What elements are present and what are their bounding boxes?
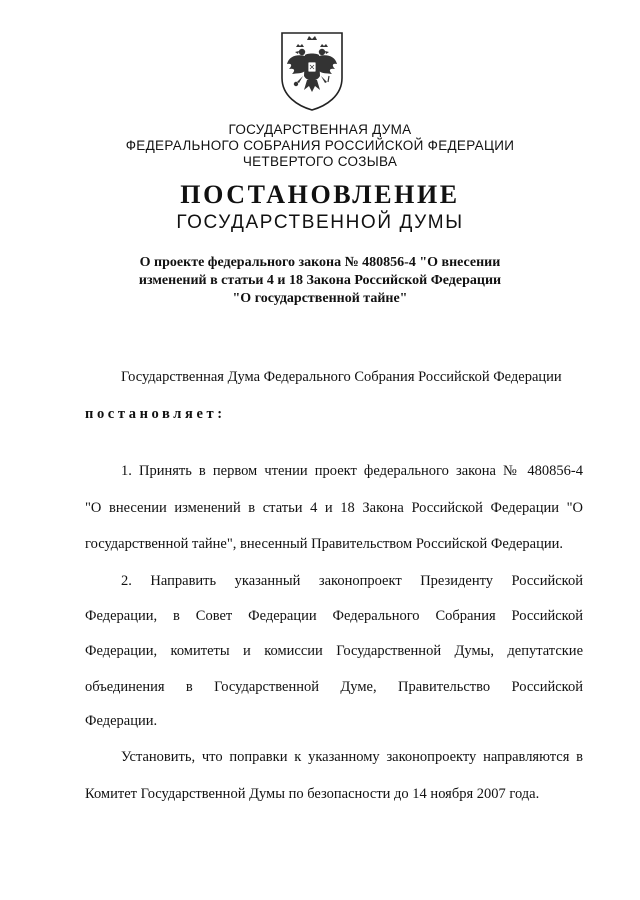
item1-line: государственной тайне", внесенный Правительством Российской Федерации. [85,536,564,552]
resolves-word: постановляет: [85,406,226,422]
subject-line: О проекте федерального закона № 480856-4 "О внесении [139,255,501,270]
item2-line: Федерации, в Совет Федерации Федерального Собрания Российской [85,608,583,624]
item2-line: 2. Направить указанный законопроект Президенту Российской [121,573,583,589]
document-type-title: ПОСТАНОВЛЕНИЕ [180,180,460,209]
header-convocation: ЧЕТВЕРТОГО СОЗЫВА [242,154,398,169]
subject-line: изменений в статьи 4 и 18 Закона Российской Федерации [138,273,502,288]
double-headed-eagle-icon [279,30,345,112]
item1-line: "О внесении изменений в статьи 4 и 18 Закона Российской Федерации "О [85,500,583,516]
item1-line: 1. Принять в первом чтении проект федерального закона № 480856-4 [121,463,583,479]
item2-line: Федерации. [85,713,158,729]
header-duma-title: ГОСУДАРСТВЕННАЯ ДУМА [228,122,412,137]
document-issuer: ГОСУДАРСТВЕННОЙ ДУМЫ [176,212,464,233]
coat-of-arms-emblem [279,30,345,112]
preamble-text: Государственная Дума Федерального Собрания Российской Федерации [121,369,562,385]
item2-line: объединения в Государственной Думе, Правительство Российской [85,679,583,695]
item2-line: Федерации, комитеты и комиссии Государственной Думы, депутатские [85,643,583,659]
subject-line: "О государственной тайне" [232,291,408,306]
header-federal-assembly: ФЕДЕРАЛЬНОГО СОБРАНИЯ РОССИЙСКОЙ ФЕДЕРАЦИИ [125,138,515,153]
closing-line: Комитет Государственной Думы по безопасности до 14 ноября 2007 года. [85,786,540,802]
closing-line: Установить, что поправки к указанному законопроекту направляются в [121,749,583,765]
